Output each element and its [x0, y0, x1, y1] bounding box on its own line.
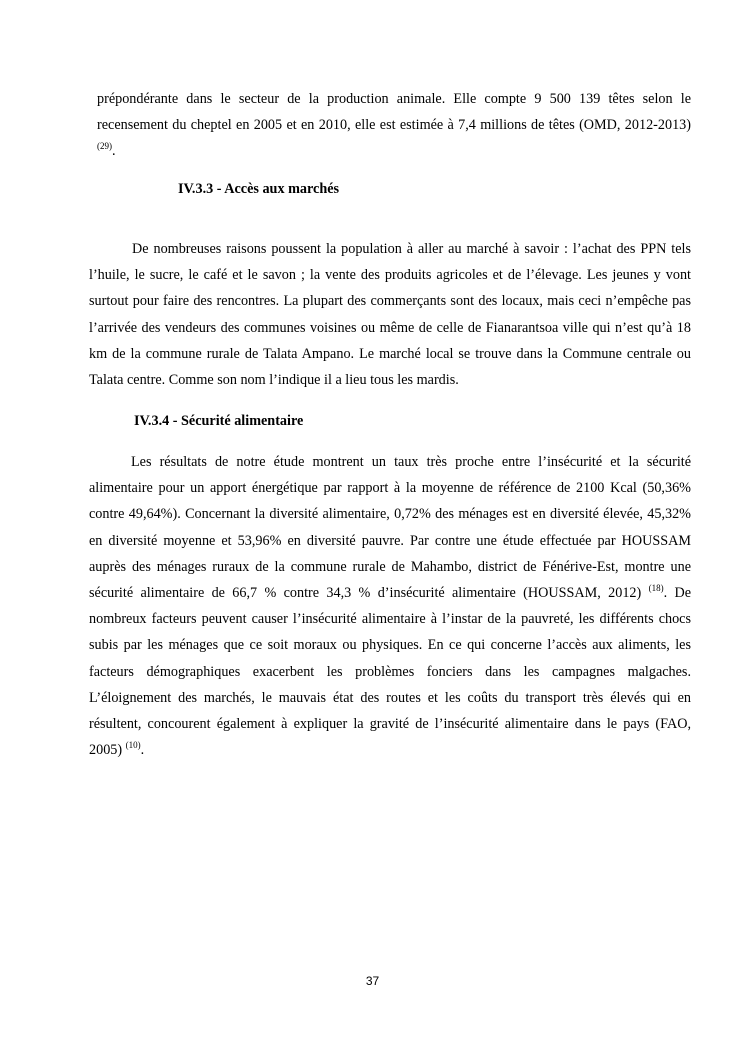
- paragraph-acces-aux-marches: De nombreuses raisons poussent la population à aller au marché à savoir : l’achat des PPN tels l’huile, le sucre, le café et le savon ; la vente des produits agricoles et de l’élevage. Les jeunes y vont surtout pour faire des rencontres. La plupart des commerçants sont des locaux, mais ceci n’empêche pas l’arrivée des vendeurs des communes voisines ou même de celle de Fianarantsoa ville qui n’est qu’à 18 km de la commune rurale de Talata Ampano. Le marché local se trouve dans la Commune centrale ou Talata centre. Comme son nom l’indique il a lieu tous les mardis.: [89, 241, 691, 389]
- paragraph-securite-alimentaire: [89, 449, 691, 763]
- reference-10: (10): [125, 740, 141, 751]
- reference-29: (29): [97, 141, 112, 152]
- securite-text-part1: Les résultats de notre étude montrent un taux très proche entre l’insécurité et la sécurité alimentaire pour un apport énergétique par rapport à la moyenne de référence de 2100 Kcal (50,36% contre 49,64%). Concernant la diversité alimentaire, 0,72% des ménages est en diversité élevée, 45,32% en diversité moyenne et 53,96% en diversité pauvre. Par contre une étude effectuée par HOUSSAM auprès des ménages ruraux de la commune rurale de Mahambo, district de Fénérive-Est, montre une sécurité alimentaire de 66,7 % contre 34,3 % d’insécurité alimentaire (HOUSSAM, 2012): [89, 454, 691, 602]
- continuation-paragraph: [97, 86, 691, 165]
- reference-18: (18): [648, 583, 664, 594]
- securite-text-part2: . De nombreux facteurs peuvent causer l’insécurité alimentaire à l’instar de la pauvreté, les différents chocs subis par les ménages que ce soit moraux ou physiques. En ce qui concerne l’accès aux aliments, les facteurs démographiques exacerbent les problèmes fonciers dans les campagnes malgaches. L’éloignement des marchés, le mauvais état des routes et les coûts du transport très élevés qui en résultent, concourent également à expliquer la gravité de l’insécurité alimentaire dans le pays (FAO, 2005): [89, 585, 691, 759]
- heading-securite-alimentaire: IV.3.4 - Sécurité alimentaire: [134, 413, 304, 429]
- page-number: 37: [365, 974, 380, 988]
- continuation-tail: .: [112, 143, 116, 160]
- securite-text-tail: .: [140, 742, 145, 759]
- continuation-text: prépondérante dans le secteur de la production animale. Elle compte 9 500 139 têtes selon le recensement du cheptel en 2005 et en 2010, elle est estimée à 7,4 millions de têtes (OMD, 2012-2013): [97, 91, 691, 134]
- heading-acces-aux-marches: IV.3.3 - Accès aux marchés: [178, 181, 340, 197]
